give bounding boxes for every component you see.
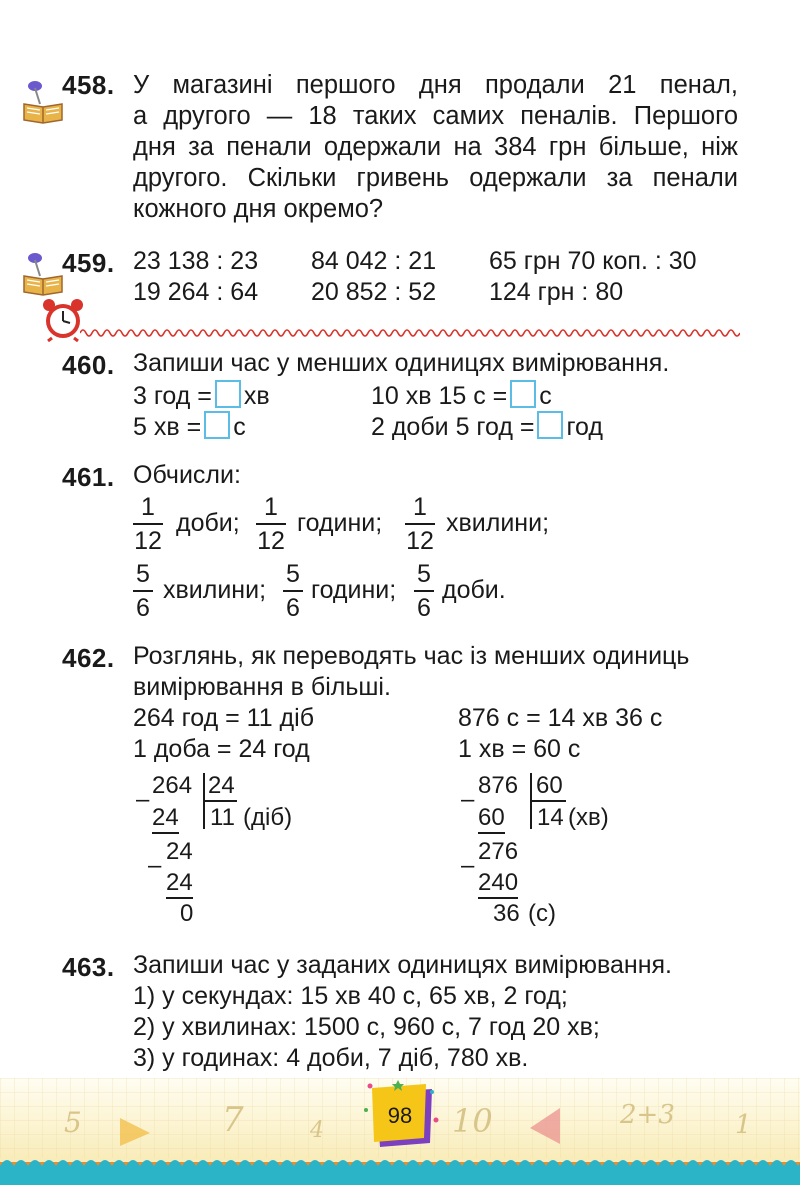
footer-digit: 7 (222, 1100, 244, 1140)
p460-item-left: 3 год = (133, 382, 212, 410)
divisor: 60 (536, 772, 563, 799)
fraction: 5 6 (414, 560, 434, 622)
footer-digit: 2+3 (620, 1100, 675, 1130)
fraction: 1 12 (257, 493, 285, 555)
problem-458-line: кожного дня окремо? (133, 195, 384, 223)
problem-461-number: 461. (62, 462, 115, 492)
quotient: 14 (537, 804, 564, 831)
minus-sign: – (148, 852, 162, 879)
problem-463-title: Запиши час у заданих одиницях вимірювання. (133, 951, 672, 979)
p460-item-right: год (566, 413, 603, 441)
problem-459-number: 459. (62, 248, 115, 278)
p459-expr: 19 264 : 64 (133, 278, 259, 306)
fraction: 5 6 (133, 560, 153, 622)
answer-box[interactable] (215, 380, 241, 408)
problem-463-number: 463. (62, 952, 115, 982)
p462-right-eq: 1 хв = 60 с (458, 735, 581, 763)
subtrahend: 24 (166, 869, 193, 899)
remainder-unit: (с) (528, 900, 556, 927)
fraction-unit: доби. (442, 576, 506, 604)
p460-item-left: 2 доби 5 год = (371, 413, 535, 441)
problem-458-line: дня за пенали одержали на 384 грн більше, ніж (133, 133, 738, 161)
p459-expr: 23 138 : 23 (133, 247, 259, 275)
p460-item-left: 10 хв 15 с = (371, 382, 508, 410)
p460-item-left: 5 хв = (133, 413, 202, 441)
fraction: 5 6 (283, 560, 303, 622)
problem-458-line: У магазині першого дня продали 21 пенал, (133, 71, 738, 99)
footer-digit: 1 (735, 1110, 752, 1140)
answer-box[interactable] (510, 380, 536, 408)
p460-item (133, 380, 270, 411)
p459-expr: 84 042 : 21 (311, 247, 437, 275)
fraction: 1 12 (406, 493, 434, 555)
minus-sign: – (136, 786, 150, 813)
problem-458-number: 458. (62, 70, 115, 100)
problem-460-number: 460. (62, 350, 115, 380)
minus-sign: – (461, 786, 475, 813)
p460-item (371, 411, 603, 442)
book-lamp-icon-459 (18, 246, 68, 296)
p459-expr: 65 грн 70 коп. : 30 (489, 247, 697, 275)
p460-item-right: с (233, 413, 246, 441)
fraction-unit: хвилини; (163, 576, 267, 604)
p459-expr: 124 грн : 80 (489, 278, 624, 306)
p460-item-right: с (539, 382, 552, 410)
p462-left-eq: 264 год = 11 діб (133, 704, 315, 732)
problem-458-line: другого. Скільки гривень одержали за пенали (133, 164, 738, 192)
p460-item (133, 411, 246, 442)
problem-462-number: 462. (62, 643, 115, 673)
problem-461-title: Обчисли: (133, 461, 241, 489)
fraction-unit: доби; (176, 509, 240, 537)
minus-sign: – (461, 852, 475, 879)
fraction-unit: години; (311, 576, 397, 604)
dividend: 876 (478, 772, 519, 799)
p462-right-eq: 876 с = 14 хв 36 с (458, 704, 663, 732)
problem-462-title: вимірювання в більші. (133, 673, 391, 701)
subtrahend: 60 (478, 804, 505, 834)
division-bar (203, 800, 237, 802)
p460-item-right: хв (243, 382, 270, 410)
divisor: 24 (208, 772, 235, 799)
division-bar (530, 800, 566, 802)
problem-458-text (133, 70, 738, 225)
answer-box[interactable] (204, 411, 230, 439)
wavy-divider (80, 326, 740, 340)
p462-left-eq: 1 доба = 24 год (133, 735, 310, 763)
remainder-step: 24 (166, 838, 193, 865)
quotient-unit: (діб) (243, 804, 293, 831)
fraction: 1 12 (134, 493, 162, 555)
p459-expr: 20 852 : 52 (311, 278, 437, 306)
p463-item: 1) у секундах: 15 хв 40 с, 65 хв, 2 год; (133, 982, 568, 1010)
quotient: 11 (210, 804, 235, 831)
remainder: 36 (493, 900, 520, 927)
fraction-unit: хвилини; (446, 509, 550, 537)
dividend: 264 (152, 772, 193, 799)
subtrahend: 24 (152, 804, 179, 834)
footer-digit: 10 (452, 1102, 493, 1140)
page-number: 98 (387, 1103, 413, 1128)
p463-item: 2) у хвилинах: 1500 с, 960 с, 7 год 20 хв; (133, 1013, 600, 1041)
problem-462-title: Розглянь, як переводять час із менших одиниць (133, 642, 690, 670)
remainder-step: 276 (478, 838, 519, 865)
answer-box[interactable] (537, 411, 563, 439)
subtrahend: 240 (478, 869, 518, 899)
remainder: 0 (180, 900, 194, 927)
p463-item: 3) у годинах: 4 доби, 7 діб, 780 хв. (133, 1044, 529, 1072)
footer-digit: 4 (310, 1118, 324, 1143)
book-lamp-icon-458 (18, 74, 68, 124)
quotient-unit: (хв) (568, 804, 609, 831)
fraction-unit: години; (297, 509, 383, 537)
footer-digit: 5 (64, 1106, 82, 1139)
problem-458-line: а другого — 18 таких самих пеналів. Першого (133, 102, 738, 130)
p460-item (371, 380, 552, 411)
problem-460-title: Запиши час у менших одиницях вимірювання. (133, 349, 670, 377)
